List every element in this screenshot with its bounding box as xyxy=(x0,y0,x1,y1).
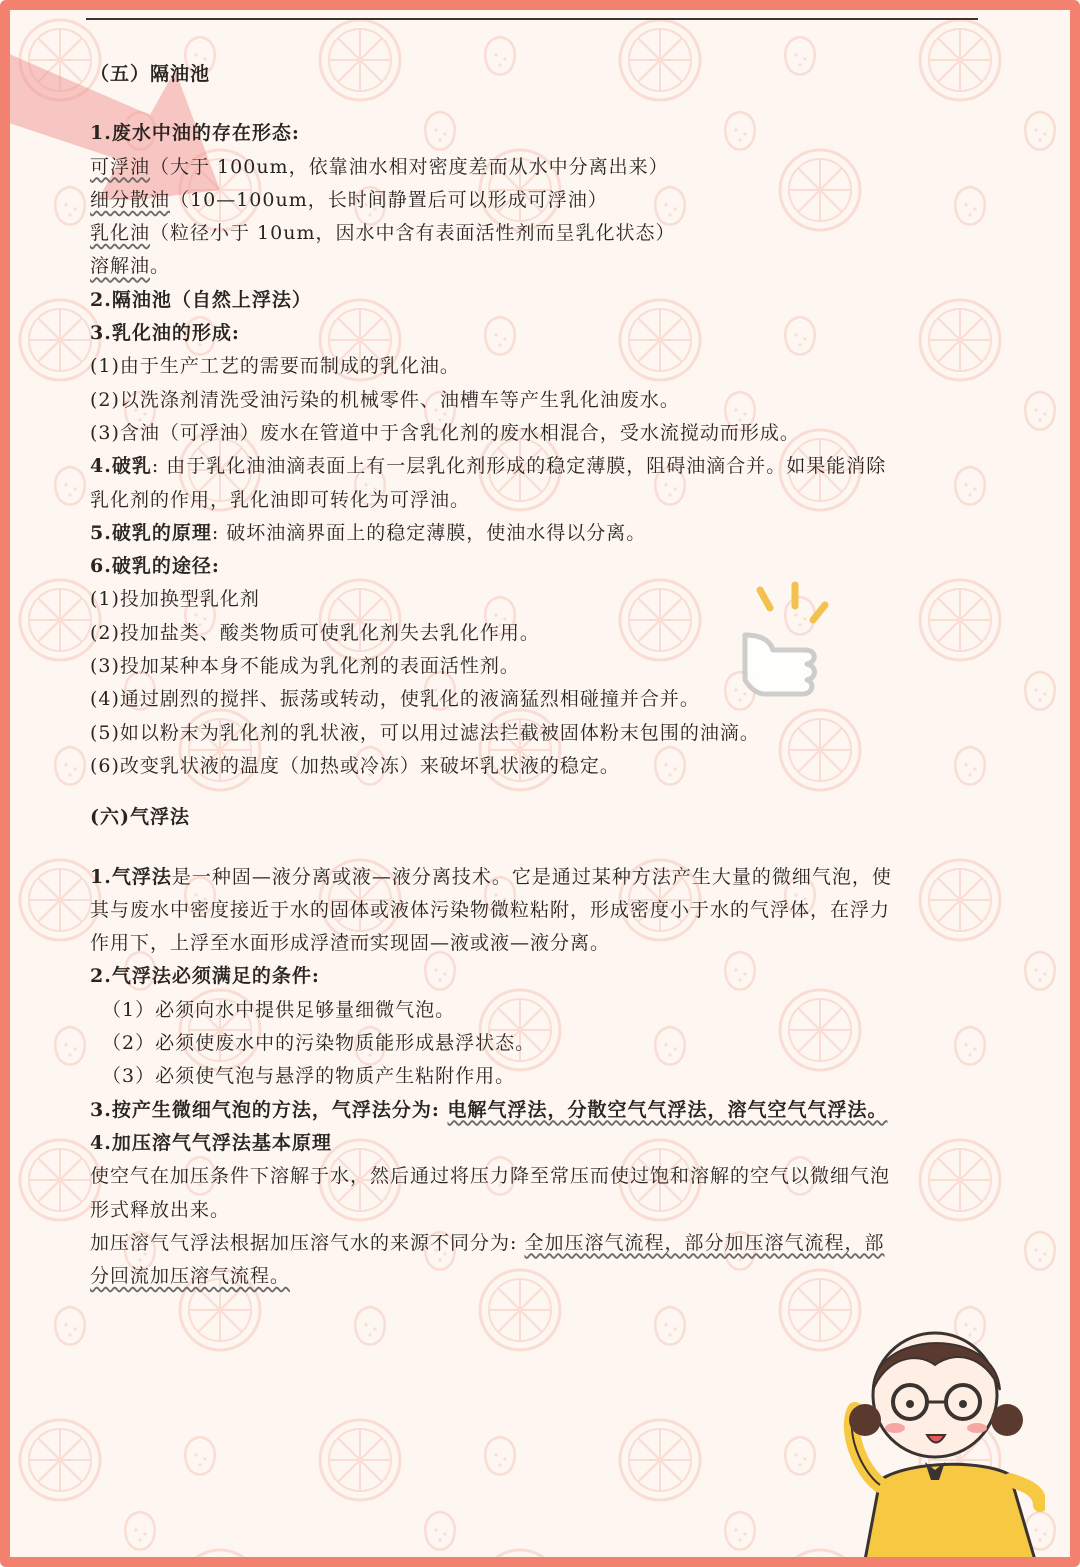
list-item: (3)投加某种本身不能成为乳化剂的表面活性剂。 xyxy=(90,655,520,678)
item-6-title: 6.破乳的途径: xyxy=(90,555,220,578)
item-5-principle xyxy=(90,517,982,550)
term-dissolved-oil: 溶解油 xyxy=(90,255,151,278)
list-item: （2）必须使废水中的污染物质能形成悬浮状态。 xyxy=(102,1032,536,1055)
term-dissolved-oil-desc: 。 xyxy=(150,255,171,278)
oil-form-emulsified xyxy=(90,217,982,250)
section-5-heading: （五）隔油池 xyxy=(90,63,211,85)
top-divider xyxy=(86,18,978,20)
list-item: (1)投加换型乳化剂 xyxy=(90,588,260,611)
flotation-definition xyxy=(90,861,982,894)
term-dispersed-oil-desc: （10—100um，长时间静置后可以形成可浮油） xyxy=(170,188,608,211)
process-types-cont xyxy=(90,1260,982,1293)
list-item: (3)含油（可浮油）废水在管道中于含乳化剂的废水相混合，受水流搅动而形成。 xyxy=(90,421,800,444)
flotation-def-line-3: 作用下，上浮至水面形成浮渣而实现固—液或液—液分离。 xyxy=(90,932,611,955)
document-body xyxy=(90,58,982,1293)
item-4-text-cont: 乳化剂的作用，乳化油即可转化为可浮油。 xyxy=(90,488,471,511)
list-item: (2)投加盐类、酸类物质可使乳化剂失去乳化作用。 xyxy=(90,621,540,644)
flotation-methods xyxy=(90,1094,982,1127)
item-4-demulsification xyxy=(90,450,982,483)
conditions-title: 2.气浮法必须满足的条件: xyxy=(90,965,320,988)
term-floatable-oil-desc: （大于 100um，依靠油水相对密度差而从水中分离出来） xyxy=(150,155,669,178)
item-3-title: 3.乳化油的形成: xyxy=(90,322,240,345)
section-6-heading: (六)气浮法 xyxy=(90,806,190,829)
process-types xyxy=(90,1227,982,1260)
term-emulsified-oil: 乳化油 xyxy=(90,222,151,245)
flotation-label: 1.气浮法 xyxy=(90,865,172,888)
list-item: (1)由于生产工艺的需要而制成的乳化油。 xyxy=(90,355,460,378)
list-item: (5)如以粉末为乳化剂的乳状液，可以用过滤法拦截被固体粉末包围的油滴。 xyxy=(90,721,760,744)
item-5-text: : 破坏油滴界面上的稳定薄膜，使油水得以分离。 xyxy=(211,521,647,544)
oil-form-dissolved xyxy=(90,250,982,283)
process-list-2: 分回流加压溶气流程。 xyxy=(90,1265,291,1288)
item-4-label: 4.破乳 xyxy=(90,455,152,478)
item-2-title: 2.隔油池（自然上浮法） xyxy=(90,288,312,311)
oil-form-dispersed xyxy=(90,184,982,217)
list-item: (6)改变乳状液的温度（加热或冷冻）来破坏乳状液的稳定。 xyxy=(90,754,620,777)
list-item: （1）必须向水中提供足够量细微气泡。 xyxy=(102,998,456,1021)
process-list-1: 全加压溶气流程，部分加压溶气流程，部 xyxy=(524,1231,885,1254)
item-5-label: 5.破乳的原理 xyxy=(90,521,212,544)
term-dispersed-oil: 细分散油 xyxy=(90,188,171,211)
methods-lead: 3.按产生微细气泡的方法，气浮法分为: xyxy=(90,1098,448,1121)
item-4-text: : 由于乳化油油滴表面上有一层乳化剂形成的稳定薄膜，阻碍油滴合并。如果能消除 xyxy=(151,455,887,478)
list-item: （3）必须使气泡与悬浮的物质产生粘附作用。 xyxy=(102,1065,516,1088)
list-item: (4)通过剧烈的搅拌、振荡或转动，使乳化的液滴猛烈相碰撞并合并。 xyxy=(90,688,700,711)
list-item: (2)以洗涤剂清洗受油污染的机械零件、油槽车等产生乳化油废水。 xyxy=(90,388,680,411)
term-floatable-oil: 可浮油 xyxy=(90,155,151,178)
principle-line-1: 使空气在加压条件下溶解于水，然后通过将压力降至常压而使过饱和溶解的空气以微细气泡 xyxy=(90,1165,891,1188)
oil-form-floatable xyxy=(90,151,982,184)
flotation-def-line-1: 是一种固—液分离或液—液分离技术。它是通过某种方法产生大量的微细气泡，使 xyxy=(171,865,892,888)
methods-list: 电解气浮法，分散空气气浮法，溶气空气气浮法。 xyxy=(447,1098,888,1121)
pressurized-principle-title: 4.加压溶气气浮法基本原理 xyxy=(90,1131,332,1154)
flotation-def-line-2: 其与废水中密度接近于水的固体或液体污染物微粒粘附，形成密度小于水的气浮体，在浮力 xyxy=(90,898,891,921)
item-1-title: 1.废水中油的存在形态: xyxy=(90,122,300,145)
cartoon-girl-illustration xyxy=(835,1310,1045,1560)
process-lead: 加压溶气气浮法根据加压溶气水的来源不同分为: xyxy=(90,1231,525,1254)
term-emulsified-oil-desc: （粒径小于 10um，因水中含有表面活性剂而呈乳化状态） xyxy=(150,222,676,245)
principle-line-2: 形式释放出来。 xyxy=(90,1198,231,1221)
